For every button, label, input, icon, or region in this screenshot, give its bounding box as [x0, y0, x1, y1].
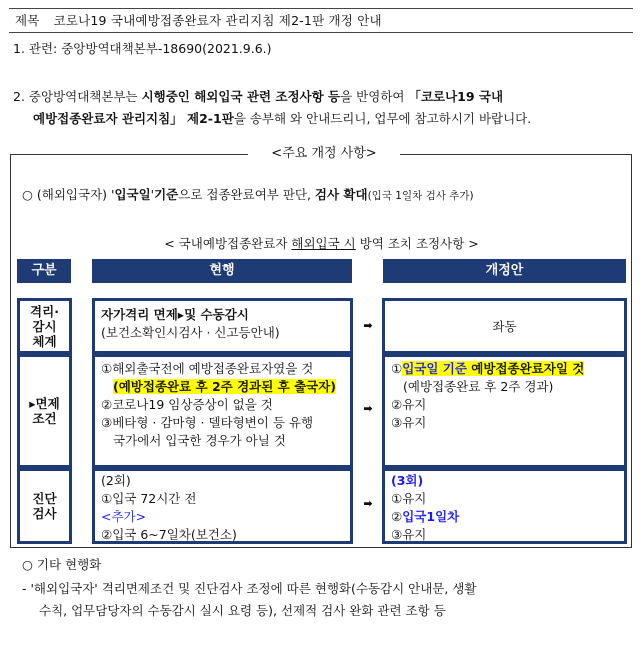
subject-bar: [9, 8, 633, 33]
box-border-right: [400, 154, 632, 155]
para-bold-1: 시행중인 해외입국 관련 조정사항 등: [141, 89, 341, 104]
table-title-post: 방역 조치 조정사항 >: [355, 236, 479, 251]
table-title-pre: < 국내예방접종완료자: [164, 236, 292, 251]
para-bold-2: 「코로나19 국내: [408, 89, 504, 104]
row3-current-line1: (2회): [101, 473, 131, 488]
row3-revised-line4: ③유지: [391, 527, 427, 542]
row-label-testing: 진단 검사: [17, 468, 72, 544]
row1-arrow-icon: ➡: [363, 319, 373, 332]
para-bold-3: 예방접종완료자 관리지침」: [33, 111, 183, 126]
subject-text: 코로나19 국내예방접종완료자 관리지침 제2-1판 개정 안내: [53, 13, 382, 28]
para-bold-4: 제2-1판: [182, 111, 234, 126]
para-text-2: 을 반영하여: [340, 89, 409, 104]
notice-paragraph: [13, 86, 628, 130]
box-border-left: [10, 154, 248, 155]
row2-revised-highlight-blue: 입국일 기준: [402, 361, 467, 376]
row3-current-cell: [92, 468, 353, 544]
row2-current-line3: ②코로나19 임상증상이 없을 것: [101, 397, 273, 412]
bullet1-bold-3: 검사 확대: [314, 187, 368, 202]
row2-revised-num: ①: [391, 361, 403, 376]
row3-arrow-icon: ➡: [363, 497, 373, 510]
header-current: 현행: [92, 259, 352, 283]
row2-current-line2: (예방접종완료 후 2주 경과된 후 출국자): [113, 379, 337, 394]
row1-revised-cell: [382, 298, 627, 354]
para-number: 2.: [13, 89, 25, 104]
row1-current-line1: 자가격리 면제▸및 수동감시: [101, 307, 249, 322]
bullet1-text-2: ': [150, 187, 155, 202]
row2-revised-cell: [382, 354, 627, 468]
bullet1-bold-2: 기준: [154, 187, 179, 202]
row3-revised-line1: (3회): [391, 473, 424, 488]
header-revised: 개정안: [383, 259, 626, 283]
para-text-3: 을 송부해 와 안내드리니, 업무에 참고하시기 바랍니다.: [233, 111, 532, 126]
bullet-other-updates: ○ 기타 현행화: [22, 557, 102, 572]
row2-revised-line3: ②유지: [391, 397, 427, 412]
row3-current-line2: ①입국 72시간 전: [101, 491, 197, 506]
detail-line1: - '해외입국자' 격리면제조건 및 진단검사 조정에 따른 현행화(수동감시 안내문, 생활: [22, 581, 477, 596]
row-label-exemption: ▸면제 조건: [17, 354, 72, 468]
box-title: <주요 개정 사항>: [271, 146, 377, 161]
detail-line2: 수칙, 업무담당자의 수동감시 실시 요령 등), 선제적 검사 완화 관련 조항 등: [39, 603, 446, 618]
row-label-quarantine: 격리· 감시 체계: [17, 298, 72, 354]
row2-arrow-icon: ➡: [363, 402, 373, 415]
row2-current-line1: ①해외출국전에 예방접종완료자였을 것: [101, 361, 314, 376]
other-updates-detail: [22, 578, 634, 622]
row2-revised-highlight: 예방접종완료자일 것: [466, 361, 585, 376]
row2-revised-line2: (예방접종완료 후 2주 경과): [403, 379, 554, 394]
subject-label: 제목: [15, 13, 40, 28]
row3-revised-line2: ①유지: [391, 491, 427, 506]
bullet-circle-icon: ○: [22, 187, 33, 202]
para-text-1: 중앙방역대책본부는: [28, 89, 142, 104]
row3-current-added: <추가>: [101, 509, 147, 524]
row2-revised-line4: ③유지: [391, 415, 427, 430]
row3-revised-added: 입국1일차: [402, 509, 460, 524]
bullet-overseas-entrants: [22, 186, 474, 205]
row2-current-line4: ③베타형 · 감마형 · 델타형변이 등 유행: [101, 415, 314, 430]
bullet1-text-3: 으로 접종완료여부 판단,: [178, 187, 315, 202]
header-category: 구분: [17, 259, 71, 283]
row3-revised-num: ②: [391, 509, 403, 524]
related-reference: 1. 관련: 중앙방역대책본부-18690(2021.9.6.): [13, 41, 272, 56]
bullet1-text-1: (해외입국자) ': [32, 187, 115, 202]
row1-current-line2: (보건소확인시검사 · 신고등안내): [101, 325, 280, 340]
row3-revised-cell: [382, 468, 627, 544]
row2-current-cell: [92, 354, 353, 468]
row3-current-line4: ②입국 6~7일차(보건소): [101, 527, 237, 542]
bullet1-bold-1: 입국일: [114, 187, 151, 202]
row2-current-line5: 국가에서 입국한 경우가 아닐 것: [113, 433, 286, 448]
table-title-underlined: 해외입국 시: [291, 236, 356, 251]
row1-revised-text: 좌동: [492, 319, 517, 334]
bullet1-note: (입국 1일차 검사 추가): [367, 190, 474, 202]
table-title: [0, 235, 643, 253]
row1-current-cell: [92, 298, 353, 354]
